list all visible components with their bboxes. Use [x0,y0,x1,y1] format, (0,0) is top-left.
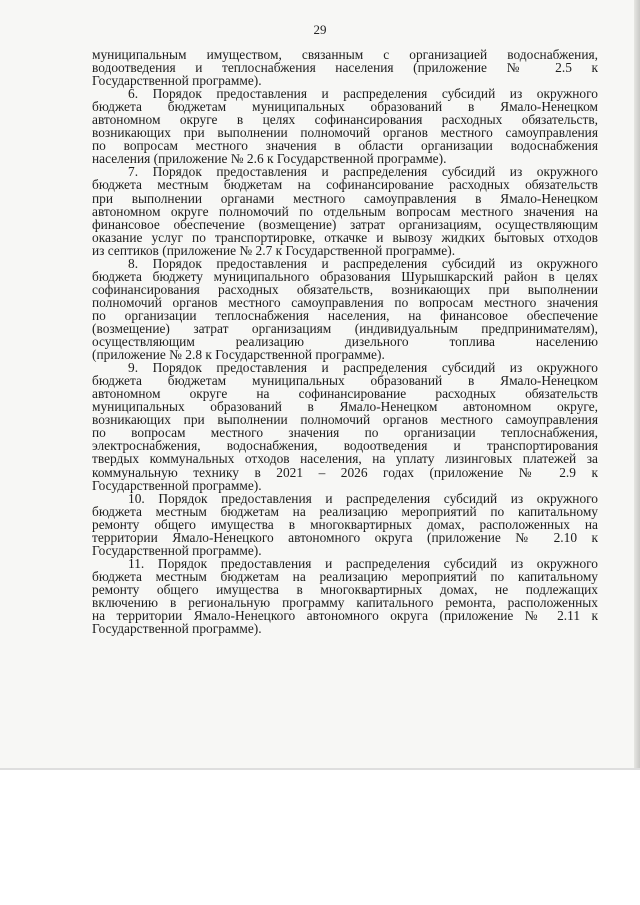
text-line: ремонту общего имущества в многоквартирных домах, расположенных на [92,516,598,532]
text-line: автономном округе в целях софинансирования расходных обязательств, [92,112,598,128]
text-line: возникающих при выполнении полномочий органов местного самоуправления [92,412,598,428]
text-line: 7. Порядок предоставления и распределения субсидий из окружного [128,164,598,180]
text-line: автономном округе полномочий по отдельным вопросам местного значения на [92,203,598,219]
text-line: по организации теплоснабжения населения, на финансовое обеспечение [92,307,598,323]
text-line: полномочий органов местного самоуправления по вопросам местного значения [92,294,598,310]
text-line: при выполнении органами местного самоуправления в Ямало-Ненецком [92,190,598,206]
text-line: софинансирования расходных обязательств, возникающих при выполнении [92,281,598,297]
paragraph-item-10 [92,492,598,557]
text-line: возникающих при выполнении полномочий органов местного самоуправления [92,125,598,141]
paragraph-item-8 [92,257,598,361]
text-line: Государственной программе). [92,73,262,89]
text-line: ремонту общего имущества в многоквартирных домах, не подлежащих [92,581,598,597]
paragraph-item-11 [92,557,598,635]
text-line: 8. Порядок предоставления и распределения субсидий из окружного [128,255,598,271]
text-line: бюджета местным бюджетам на реализацию мероприятий по капитальному [92,503,598,519]
text-line: 11. Порядок предоставления и распределения субсидий из окружного [128,555,598,571]
text-line: Государственной программе). [92,542,262,558]
text-line: Государственной программе). [92,621,262,637]
text-line: автономном округе на софинансирование расходных обязательств [92,386,598,402]
text-line: населения (приложение № 2.6 к Государственной программе). [92,151,447,167]
text-line: финансовое обеспечение (возмещение) затрат организациям, осуществляющим [92,216,598,232]
text-line: бюджета местным бюджетам на реализацию мероприятий по капитальному [92,568,598,584]
text-line: муниципальным имуществом, связанным с организацией водоснабжения, [92,47,598,62]
text-line: коммунальную технику в 2021 – 2026 годах (приложение № 2.9 к [92,464,598,480]
text-line: Государственной программе). [92,477,262,493]
text-line: 9. Порядок предоставления и распределения субсидий из окружного [128,360,598,376]
text-line: бюджета бюджетам муниципальных образований в Ямало-Ненецком [92,373,598,389]
text-line: на территории Ямало-Ненецкого автономного округа (приложение № 2.11 к [92,608,598,624]
text-line: 10. Порядок предоставления и распределения субсидий из окружного [128,490,598,506]
text-line: оказание услуг по транспортировке, откачке и вывозу жидких бытовых отходов [92,229,598,245]
text-line: электроснабжения, водоснабжения, водоотведения и транспортирования [92,438,598,454]
text-line: включению в региональную программу капитального ремонта, расположенных [92,594,598,610]
text-line: осуществляющим реализацию дизельного топлива населению [92,334,598,350]
text-line: (возмещение) затрат организациям (индивидуальным предпринимателям), [92,320,598,336]
text-line: по вопросам местного значения по организации теплоснабжения, [92,425,598,441]
text-line: по вопросам местного значения в области организации водоснабжения [92,138,598,154]
text-line: твердых коммунальных отходов населения, на уплату лизинговых платежей за [92,451,598,467]
document-body [92,48,598,635]
scan-edge-shadow [634,0,640,770]
text-line: бюджета бюджетам муниципальных образований в Ямало-Ненецком [92,99,598,115]
paragraph-item-9 [92,361,598,491]
scan-bottom-edge [0,768,640,770]
paragraph-continuation [92,48,598,87]
text-line: из септиков (приложение № 2.7 к Государственной программе). [92,242,456,258]
text-line: бюджета бюджету муниципального образования Шурышкарский район в целях [92,268,598,284]
paragraph-item-7 [92,165,598,256]
paragraph-item-6 [92,87,598,165]
text-line: муниципальных образований в Ямало-Ненецком автономном округе, [92,399,598,415]
text-line: водоотведения и теплоснабжения населения (приложение № 2.5 к [92,60,598,76]
page-number: 29 [313,22,327,37]
text-line: 6. Порядок предоставления и распределения субсидий из окружного [128,86,598,102]
text-line: территории Ямало-Ненецкого автономного округа (приложение № 2.10 к [92,529,598,545]
text-line: бюджета местным бюджетам на софинансирование расходных обязательств [92,177,598,193]
text-line: (приложение № 2.8 к Государственной программе). [92,347,385,363]
